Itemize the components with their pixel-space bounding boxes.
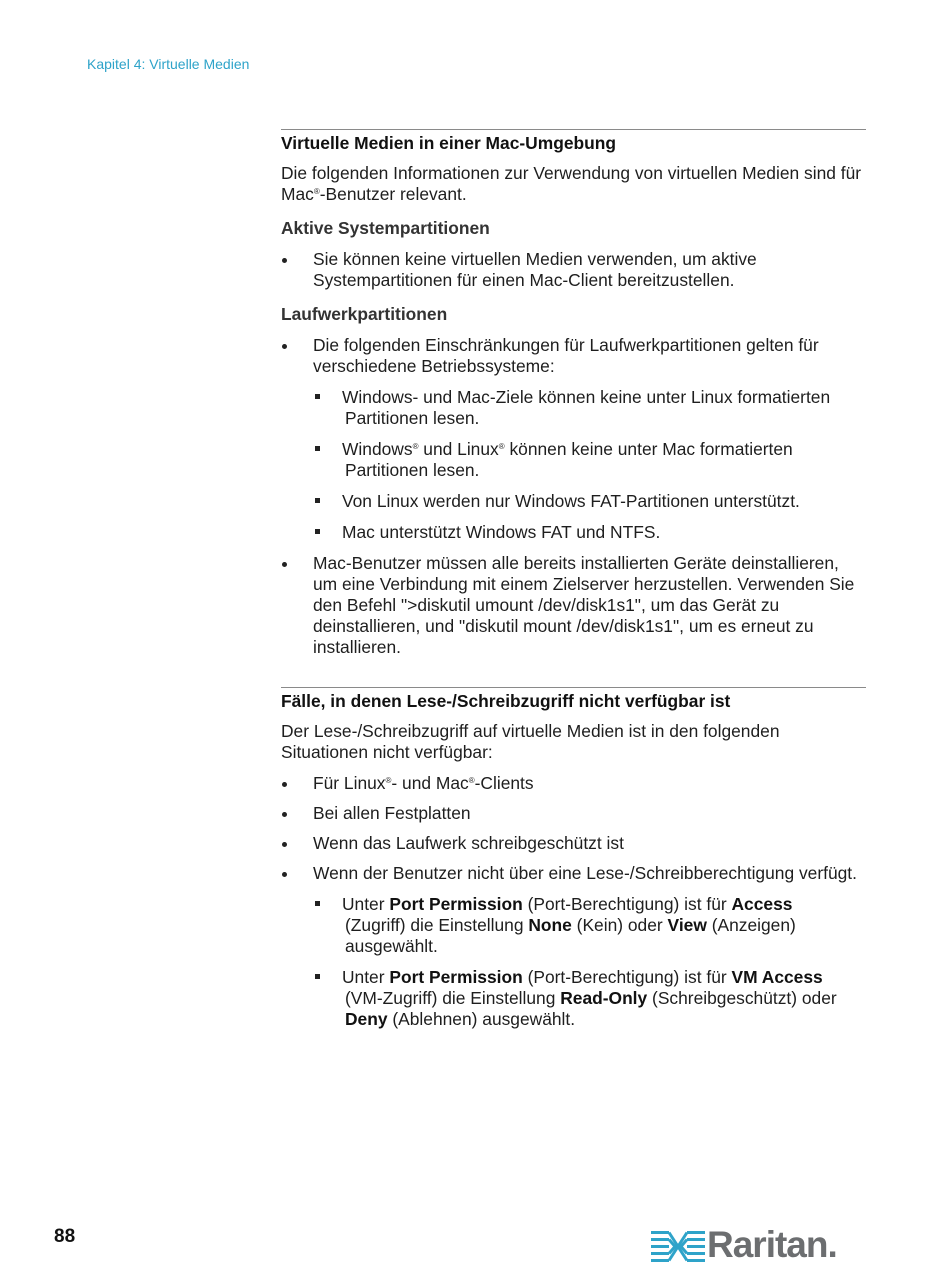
- bullet-icon: [282, 258, 287, 263]
- page-content: [281, 129, 866, 1040]
- square-bullet-icon: [315, 446, 320, 451]
- square-bullet-list: [313, 387, 866, 543]
- section-heading-rw-access: Fälle, in denen Lese-/Schreibzugriff nicht verfügbar ist: [281, 687, 866, 712]
- chapter-header: Kapitel 4: Virtuelle Medien: [87, 56, 250, 72]
- list-item: Wenn der Benutzer nicht über eine Lese-/Schreibberechtigung verfügt. Unter Port Permission (Port-Berechtigung) ist für Access (Zugriff) die Einstellung None (Kein) oder View (Anzeigen) ausgewählt. Unter Port Permission (Port-Berechtigung) ist für VM Access (VM-Zugriff) die Einstellung Read-Only (Schreibgeschützt) oder Deny (Ablehnen) ausgewählt.: [281, 863, 866, 1030]
- bullet-icon: [282, 344, 287, 349]
- list-item: Die folgenden Einschränkungen für Laufwerkpartitionen gelten für verschiedene Betriebssysteme: Windows- und Mac-Ziele können keine unter Linux formatierten Partitionen lesen. Windows® und Linux® können keine unter Mac formatierten Partitionen lesen. Von Linux werden nur Windows FAT-Partitionen unterstützt. Mac unterstützt Windows FAT und NTFS.: [281, 335, 866, 543]
- raritan-logo-icon: [651, 1228, 707, 1268]
- list-item: Wenn das Laufwerk schreibgeschützt ist: [281, 833, 866, 854]
- list-item: Bei allen Festplatten: [281, 803, 866, 824]
- list-item: Sie können keine virtuellen Medien verwenden, um aktive Systempartitionen für einen Mac-Client bereitzustellen.: [281, 249, 866, 291]
- section-heading-mac: Virtuelle Medien in einer Mac-Umgebung: [281, 129, 866, 154]
- bullet-list: [281, 773, 866, 1030]
- square-bullet-icon: [315, 498, 320, 503]
- list-item: Unter Port Permission (Port-Berechtigung) ist für VM Access (VM-Zugriff) die Einstellung Read-Only (Schreibgeschützt) oder Deny (Ablehnen) ausgewählt.: [313, 967, 866, 1030]
- list-item: Windows® und Linux® können keine unter Mac formatierten Partitionen lesen.: [313, 439, 866, 481]
- list-item: Für Linux®- und Mac®-Clients: [281, 773, 866, 794]
- bullet-icon: [282, 562, 287, 567]
- page-number: 88: [54, 1226, 76, 1247]
- section-intro-mac: Die folgenden Informationen zur Verwendung von virtuellen Medien sind für Mac®-Benutzer relevant.: [281, 163, 862, 204]
- list-item: Mac-Benutzer müssen alle bereits installierten Geräte deinstallieren, um eine Verbindung mit einem Zielserver herzustellen. Verwenden Sie den Befehl ">diskutil umount /dev/disk1s1", um das Gerät zu deinstallieren, und "diskutil mount /dev/disk1s1", um es erneut zu installieren.: [281, 553, 866, 658]
- bullet-icon: [282, 782, 287, 787]
- subheading-active-partitions: Aktive Systempartitionen: [281, 218, 490, 238]
- bullet-list: [281, 335, 866, 658]
- list-item: Windows- und Mac-Ziele können keine unter Linux formatierten Partitionen lesen.: [313, 387, 866, 429]
- bullet-icon: [282, 872, 287, 877]
- bullet-icon: [282, 842, 287, 847]
- raritan-logo: [651, 1224, 841, 1268]
- square-bullet-icon: [315, 901, 320, 906]
- list-item: Mac unterstützt Windows FAT und NTFS.: [313, 522, 866, 543]
- list-item: Von Linux werden nur Windows FAT-Partitionen unterstützt.: [313, 491, 866, 512]
- raritan-logo-text: Raritan.: [707, 1224, 837, 1265]
- square-bullet-list: [313, 894, 866, 1030]
- section-intro-rw: Der Lese-/Schreibzugriff auf virtuelle Medien ist in den folgenden Situationen nicht verfügbar:: [281, 721, 780, 762]
- subheading-drive-partitions: Laufwerkpartitionen: [281, 304, 448, 324]
- square-bullet-icon: [315, 394, 320, 399]
- square-bullet-icon: [315, 974, 320, 979]
- bullet-icon: [282, 812, 287, 817]
- bullet-list: [281, 249, 866, 291]
- square-bullet-icon: [315, 529, 320, 534]
- list-item: Unter Port Permission (Port-Berechtigung) ist für Access (Zugriff) die Einstellung None (Kein) oder View (Anzeigen) ausgewählt.: [313, 894, 866, 957]
